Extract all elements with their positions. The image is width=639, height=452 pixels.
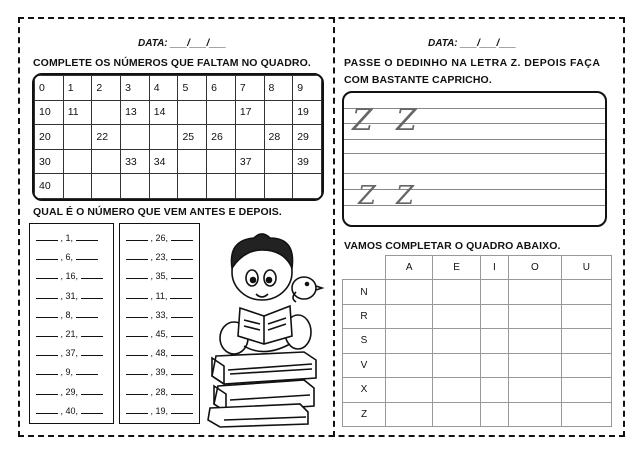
answer-blank-before[interactable] (36, 232, 58, 241)
answer-blank-after[interactable] (171, 251, 193, 260)
grid-cell: 13 (121, 100, 150, 125)
grid-cell: 4 (149, 76, 178, 101)
grid-cell: 8 (264, 76, 293, 101)
given-number: 33 (155, 309, 166, 320)
given-number: 9 (65, 367, 71, 378)
given-number: 45 (155, 329, 166, 339)
grid-cell[interactable] (235, 174, 264, 199)
given-number: 31 (65, 290, 76, 301)
syllable-cell[interactable] (480, 329, 508, 353)
syllable-cell[interactable] (509, 304, 562, 328)
given-number: 1 (65, 233, 71, 243)
grid-instruction: COMPLETE OS NÚMEROS QUE FALTAM NO QUADRO. (33, 57, 311, 69)
vowel-header: U (561, 256, 611, 280)
grid-row (35, 76, 322, 101)
grid-cell: 26 (207, 125, 236, 150)
grid-cell: 1 (63, 76, 92, 101)
given-number: 40 (65, 405, 76, 416)
grid-cell: 2 (92, 76, 121, 101)
syllable-cell[interactable] (561, 402, 611, 426)
syllable-cell[interactable] (386, 378, 433, 402)
syllable-cell[interactable] (509, 353, 562, 377)
given-number: 23 (155, 252, 166, 263)
grid-cell[interactable] (121, 125, 150, 150)
answer-blank-after[interactable] (81, 386, 103, 395)
given-number: 39 (155, 367, 166, 378)
answer-blank-before[interactable] (126, 232, 148, 241)
given-number: 8 (65, 309, 71, 320)
grid-cell[interactable] (63, 149, 92, 174)
grid-cell[interactable] (178, 149, 207, 174)
grid-cell[interactable] (121, 174, 150, 199)
grid-row (35, 174, 322, 199)
grid-cell[interactable] (235, 125, 264, 150)
grid-cell[interactable] (207, 174, 236, 199)
answer-blank-after[interactable] (81, 328, 103, 337)
grid-cell: 22 (92, 125, 121, 150)
before-after-row: , 48, (126, 347, 193, 358)
answer-blank-before[interactable] (36, 328, 58, 337)
answer-blank-after[interactable] (76, 366, 98, 375)
before-after-row: , 35, (126, 270, 193, 281)
boy-reading-illustration (204, 228, 332, 428)
syllable-cell[interactable] (386, 402, 433, 426)
syllable-cell[interactable] (480, 280, 508, 304)
before-after-row: , 45, (126, 328, 193, 339)
syllable-cell[interactable] (480, 402, 508, 426)
before-after-row: , 33, (126, 309, 193, 320)
answer-blank-before[interactable] (36, 366, 58, 375)
syllable-cell[interactable] (480, 378, 508, 402)
syllable-cell[interactable] (480, 304, 508, 328)
syllable-cell[interactable] (561, 329, 611, 353)
answer-blank-before[interactable] (36, 386, 58, 395)
grid-row (35, 125, 322, 150)
given-number: 19 (155, 405, 166, 416)
given-number: 35 (155, 271, 166, 282)
table-corner (343, 256, 386, 280)
syllable-cell[interactable] (561, 378, 611, 402)
grid-cell: 20 (35, 125, 64, 150)
before-after-row: , 40, (36, 405, 103, 416)
given-number: 16 (65, 271, 76, 282)
before-after-box-2 (119, 223, 200, 424)
before-after-row: , 19, (126, 405, 193, 416)
syllable-cell[interactable] (386, 280, 433, 304)
syllable-cell[interactable] (433, 353, 480, 377)
answer-blank-after[interactable] (81, 270, 103, 279)
vowel-header: E (433, 256, 480, 280)
grid-cell: 17 (235, 100, 264, 125)
syllable-cell[interactable] (433, 402, 480, 426)
grid-cell[interactable] (264, 174, 293, 199)
given-number: 28 (155, 386, 166, 397)
grid-cell[interactable] (293, 174, 322, 199)
before-after-row: , 16, (36, 270, 103, 281)
answer-blank-before[interactable] (36, 347, 58, 356)
grid-cell: 6 (207, 76, 236, 101)
before-after-row: , 26, (126, 232, 193, 243)
before-after-row: , 39, (126, 366, 193, 377)
before-after-row: , 8, (36, 309, 98, 320)
given-number: 26 (155, 233, 166, 243)
before-after-row: , 23, (126, 251, 193, 262)
grid-cell[interactable] (149, 125, 178, 150)
answer-blank-after[interactable] (76, 232, 98, 241)
z-tracing-box (342, 91, 607, 227)
grid-cell: 10 (35, 100, 64, 125)
vowel-header: I (480, 256, 508, 280)
given-number: 37 (65, 348, 76, 359)
before-after-instruction: QUAL É O NÚMERO QUE VEM ANTES E DEPOIS. (33, 206, 282, 218)
date-label-left: DATA: ___/___/___ (138, 38, 227, 49)
before-after-row: , 28, (126, 386, 193, 397)
syllable-cell[interactable] (509, 402, 562, 426)
answer-blank-before[interactable] (126, 309, 148, 318)
answer-blank-after[interactable] (76, 309, 98, 318)
answer-blank-before[interactable] (126, 328, 148, 337)
answer-blank-before[interactable] (126, 251, 148, 260)
answer-blank-after[interactable] (76, 251, 98, 260)
syllable-cell[interactable] (433, 280, 480, 304)
syllable-cell[interactable] (561, 353, 611, 377)
z-instruction-line2: COM BASTANTE CAPRICHO. (344, 74, 492, 86)
syllable-cell[interactable] (386, 329, 433, 353)
number-grid (32, 73, 324, 201)
answer-blank-after[interactable] (171, 386, 193, 395)
z-tracing-glyph: Z (396, 181, 415, 211)
answer-blank-before[interactable] (126, 270, 148, 279)
before-after-row: , 31, (36, 290, 103, 301)
grid-cell[interactable] (92, 100, 121, 125)
grid-cell: 30 (35, 149, 64, 174)
answer-blank-before[interactable] (126, 405, 148, 414)
grid-cell: 40 (35, 174, 64, 199)
grid-cell[interactable] (92, 174, 121, 199)
syllable-cell[interactable] (561, 304, 611, 328)
answer-blank-after[interactable] (171, 232, 193, 241)
answer-blank-before[interactable] (36, 405, 58, 414)
answer-blank-after[interactable] (171, 328, 193, 337)
grid-cell: 33 (121, 149, 150, 174)
grid-row (35, 100, 322, 125)
answer-blank-before[interactable] (36, 290, 58, 299)
answer-blank-before[interactable] (126, 386, 148, 395)
grid-cell[interactable] (207, 149, 236, 174)
grid-cell: 7 (235, 76, 264, 101)
z-tracing-glyph: Z (358, 181, 377, 211)
consonant-header: Z (343, 402, 386, 426)
grid-cell: 0 (35, 76, 64, 101)
answer-blank-after[interactable] (81, 405, 103, 414)
grid-cell[interactable] (63, 174, 92, 199)
syllable-cell[interactable] (480, 353, 508, 377)
grid-cell: 9 (293, 76, 322, 101)
before-after-row: , 1, (36, 232, 98, 243)
consonant-header: R (343, 304, 386, 328)
grid-cell: 39 (293, 149, 322, 174)
syllable-cell[interactable] (433, 329, 480, 353)
grid-cell[interactable] (149, 174, 178, 199)
grid-cell[interactable] (264, 100, 293, 125)
grid-cell[interactable] (63, 125, 92, 150)
before-after-row: , 29, (36, 386, 103, 397)
page-divider (333, 17, 335, 437)
answer-blank-after[interactable] (171, 309, 193, 318)
syllable-cell[interactable] (509, 280, 562, 304)
before-after-row: , 6, (36, 251, 98, 262)
answer-blank-after[interactable] (171, 405, 193, 414)
syllable-table (342, 255, 612, 427)
grid-cell[interactable] (178, 174, 207, 199)
consonant-header: S (343, 329, 386, 353)
grid-cell: 5 (178, 76, 207, 101)
answer-blank-before[interactable] (126, 347, 148, 356)
given-number: 48 (155, 348, 166, 359)
grid-cell[interactable] (92, 149, 121, 174)
syllable-cell[interactable] (509, 329, 562, 353)
grid-cell: 28 (264, 125, 293, 150)
grid-cell[interactable] (207, 100, 236, 125)
before-after-row: , 37, (36, 347, 103, 358)
answer-blank-before[interactable] (126, 366, 148, 375)
grid-row (35, 149, 322, 174)
answer-blank-after[interactable] (81, 347, 103, 356)
given-number: 6 (65, 252, 71, 263)
before-after-row: , 9, (36, 366, 98, 377)
before-after-row: , 21, (36, 328, 103, 339)
grid-cell: 19 (293, 100, 322, 125)
syllable-cell[interactable] (561, 280, 611, 304)
answer-blank-after[interactable] (171, 366, 193, 375)
answer-blank-after[interactable] (171, 347, 193, 356)
answer-blank-before[interactable] (126, 290, 148, 299)
answer-blank-before[interactable] (36, 270, 58, 279)
syllable-cell[interactable] (433, 304, 480, 328)
grid-cell: 37 (235, 149, 264, 174)
grid-cell[interactable] (178, 100, 207, 125)
grid-cell: 3 (121, 76, 150, 101)
answer-blank-after[interactable] (81, 290, 103, 299)
syllable-cell[interactable] (433, 378, 480, 402)
grid-cell: 11 (63, 100, 92, 125)
answer-blank-after[interactable] (171, 270, 193, 279)
answer-blank-after[interactable] (170, 290, 192, 299)
z-tracing-glyph: Z (352, 103, 373, 138)
grid-cell: 14 (149, 100, 178, 125)
before-after-row: , 11, (126, 290, 192, 301)
grid-cell[interactable] (264, 149, 293, 174)
before-after-box-1 (29, 223, 114, 424)
table-instruction: VAMOS COMPLETAR O QUADRO ABAIXO. (344, 240, 561, 252)
syllable-cell[interactable] (509, 378, 562, 402)
syllable-cell[interactable] (386, 304, 433, 328)
grid-cell: 29 (293, 125, 322, 150)
z-tracing-glyph: Z (396, 103, 417, 138)
consonant-header: N (343, 280, 386, 304)
date-label-right: DATA: ___/___/___ (428, 38, 517, 49)
z-instruction-line1: PASSE O DEDINHO NA LETRA Z. DEPOIS FAÇA (344, 57, 601, 69)
grid-cell: 25 (178, 125, 207, 150)
given-number: 29 (65, 386, 76, 397)
syllable-cell[interactable] (386, 353, 433, 377)
answer-blank-before[interactable] (36, 309, 58, 318)
consonant-header: V (343, 353, 386, 377)
given-number: 11 (155, 290, 165, 301)
consonant-header: X (343, 378, 386, 402)
vowel-header: O (509, 256, 562, 280)
vowel-header: A (386, 256, 433, 280)
given-number: 21 (65, 329, 76, 339)
answer-blank-before[interactable] (36, 251, 58, 260)
grid-cell: 34 (149, 149, 178, 174)
